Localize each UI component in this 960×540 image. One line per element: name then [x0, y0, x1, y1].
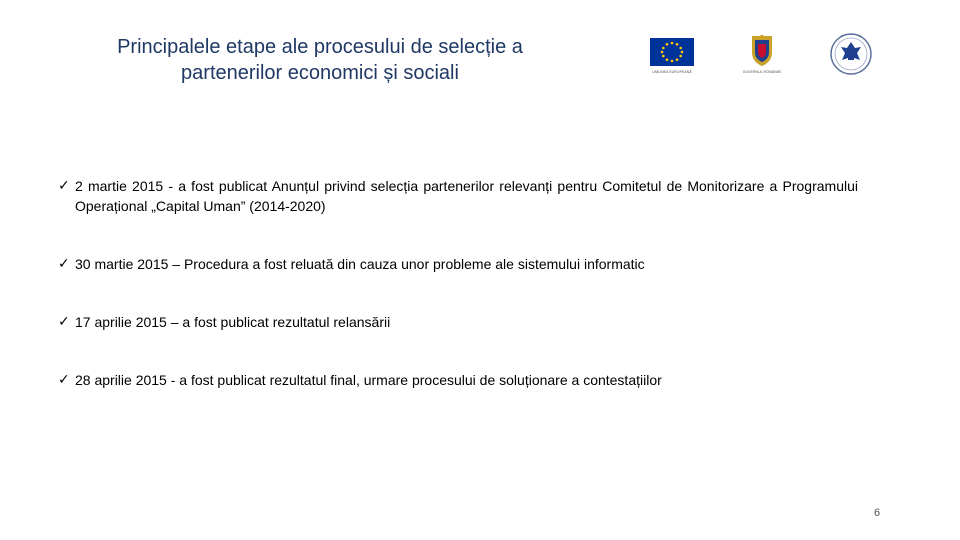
item-text: – a fost publicat rezultatul relansării: [166, 314, 391, 330]
gov-caption: GUVERNUL ROMÂNIEI: [742, 70, 782, 74]
title-line-1: Principalele etape ale procesului de selecție a: [117, 36, 523, 58]
eu-caption: UNIUNEA EUROPEANĂ: [652, 70, 692, 74]
item-date: 28 aprilie 2015: [75, 372, 167, 388]
list-item: [58, 176, 858, 216]
item-text: - a fost publicat rezultatul final, urmare procesului de soluționare a contestațiilor: [166, 372, 662, 388]
government-coat-of-arms-logo: [735, 32, 789, 76]
item-text: - a fost publicat Anunțul privind selecția partenerilor relevanți pentru Comitetul de Monitorizare a Programului Operațional „Capital Uman” (2014-2020): [75, 178, 858, 214]
eu-flag-logo: [648, 36, 696, 76]
slide-title: [60, 34, 580, 86]
item-date: 17 aprilie 2015: [75, 314, 167, 330]
list-item: [58, 370, 858, 390]
list-item: [58, 312, 858, 332]
item-date: 2 martie 2015: [75, 178, 164, 194]
ministry-seal-logo: [826, 32, 876, 76]
page-number: 6: [874, 507, 881, 519]
check-icon: ✓: [58, 314, 70, 330]
check-icon: ✓: [58, 372, 70, 388]
title-line-2: partenerilor economici și sociali: [181, 62, 459, 84]
check-icon: ✓: [58, 256, 70, 272]
item-date: 30 martie 2015: [75, 256, 169, 272]
item-text: – Procedura a fost reluată din cauza unor probleme ale sistemului informatic: [168, 256, 645, 272]
check-icon: ✓: [58, 178, 70, 194]
list-item: [58, 254, 858, 274]
